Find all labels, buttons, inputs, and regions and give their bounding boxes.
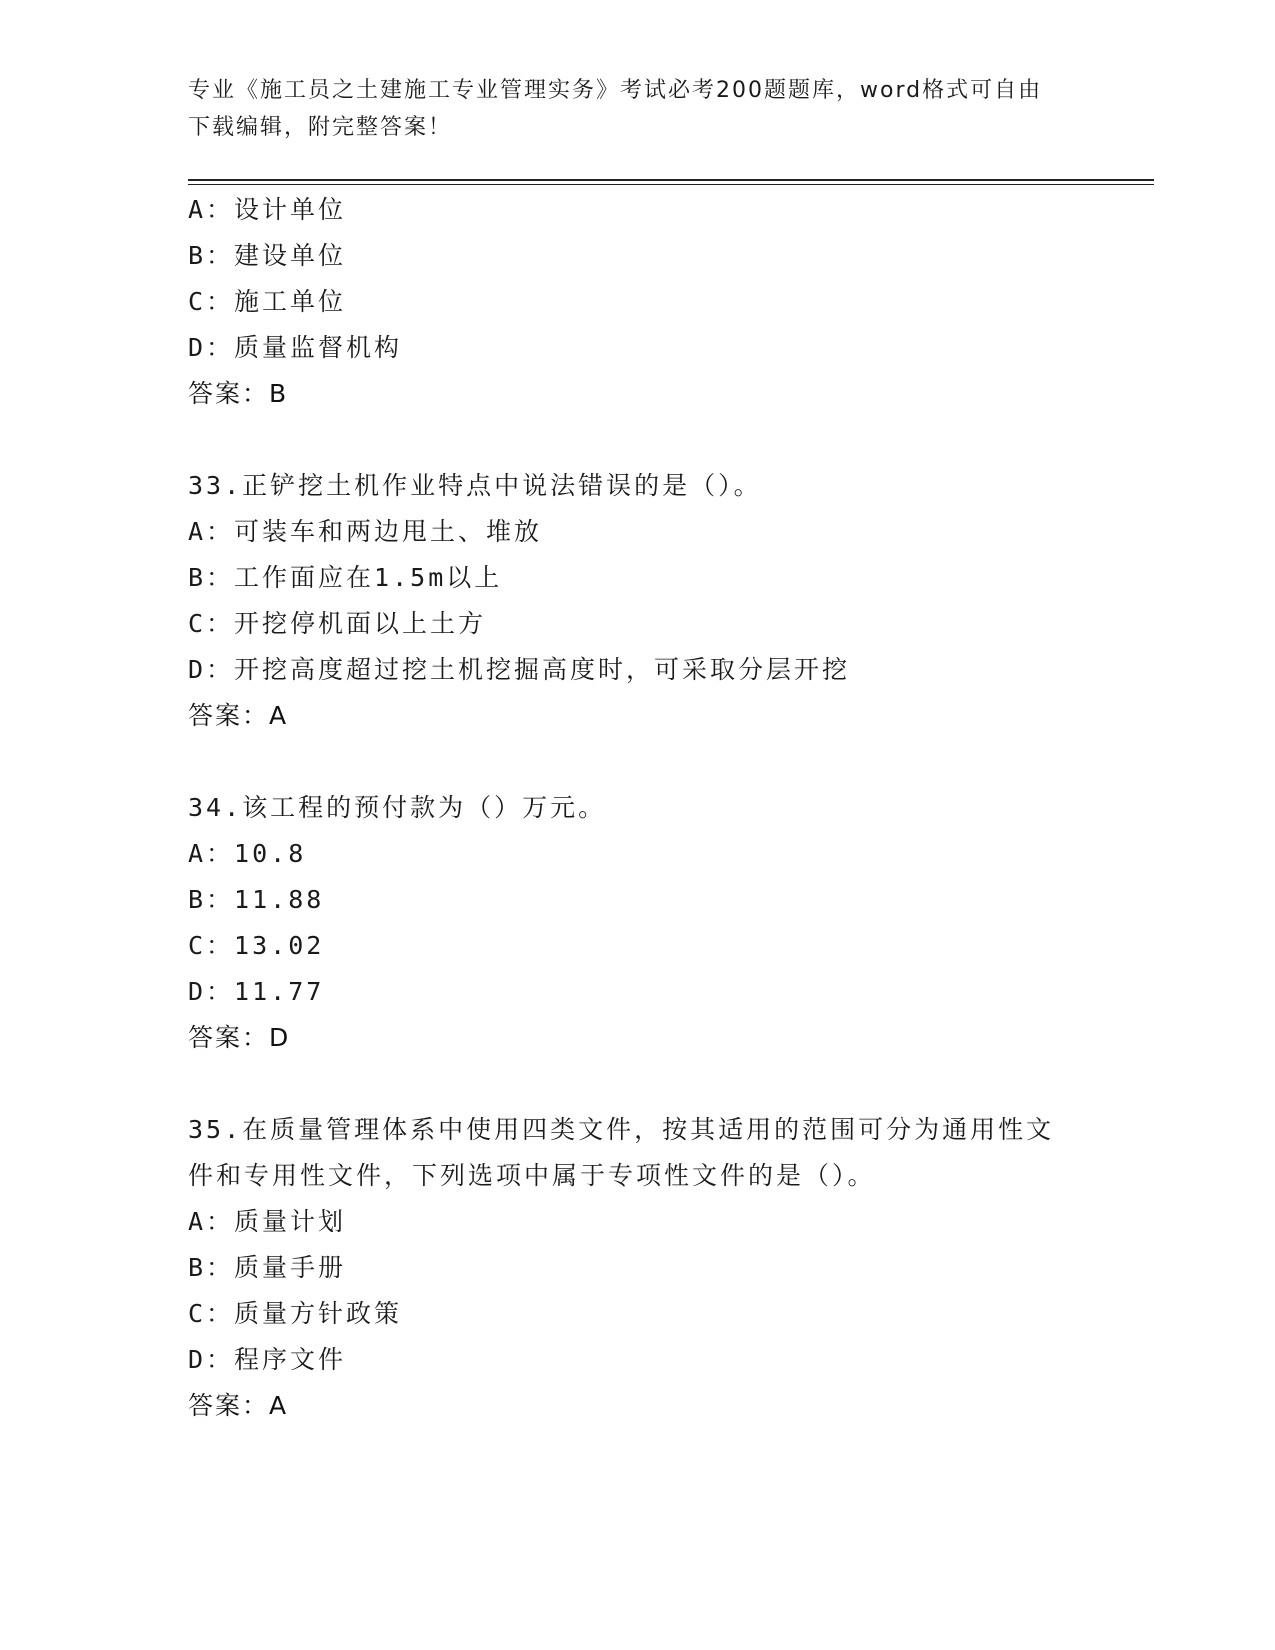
option-a: A：10.8 bbox=[188, 839, 307, 868]
option-c: C：质量方针政策 bbox=[188, 1299, 403, 1328]
option-a: A：质量计划 bbox=[188, 1207, 347, 1236]
question-content bbox=[188, 187, 1088, 1429]
question-line: 33.正铲挖土机作业特点中说法错误的是（）。 bbox=[188, 471, 762, 500]
question-line: 34.该工程的预付款为（）万元。 bbox=[188, 793, 607, 822]
answer-line: 答案：B bbox=[188, 379, 289, 408]
header-line-1: 专业《施工员之土建施工专业管理实务》考试必考200题题库，word格式可自由 bbox=[188, 78, 1043, 103]
answer-line: 答案：D bbox=[188, 1023, 291, 1052]
question-text bbox=[188, 463, 1088, 509]
question-text bbox=[188, 1107, 1088, 1199]
question-text bbox=[188, 785, 1088, 831]
spacer bbox=[188, 417, 1088, 463]
document-header bbox=[188, 72, 1088, 146]
option-b: B：建设单位 bbox=[188, 241, 347, 270]
header-divider-thick bbox=[188, 179, 1154, 181]
question-line: 件和专用性文件，下列选项中属于专项性文件的是（）。 bbox=[188, 1161, 876, 1190]
option-c: C：13.02 bbox=[188, 931, 325, 960]
option-a: A：可装车和两边甩土、堆放 bbox=[188, 517, 543, 546]
question-block-33 bbox=[188, 463, 1088, 739]
option-b: B：质量手册 bbox=[188, 1253, 347, 1282]
spacer bbox=[188, 1061, 1088, 1107]
question-block-32 bbox=[188, 187, 1088, 417]
option-d: D：程序文件 bbox=[188, 1345, 347, 1374]
option-c: C：开挖停机面以上土方 bbox=[188, 609, 487, 638]
answer-line: 答案：A bbox=[188, 701, 289, 730]
option-d: D：质量监督机构 bbox=[188, 333, 403, 362]
header-divider-thin bbox=[188, 184, 1154, 185]
question-line: 35.在质量管理体系中使用四类文件，按其适用的范围可分为通用性文 bbox=[188, 1115, 1055, 1144]
spacer bbox=[188, 739, 1088, 785]
option-d: D：11.77 bbox=[188, 977, 325, 1006]
answer-line: 答案：A bbox=[188, 1391, 289, 1420]
option-b: B：工作面应在1.5m以上 bbox=[188, 563, 503, 592]
header-line-2: 下载编辑，附完整答案！ bbox=[188, 115, 453, 140]
option-a: A：设计单位 bbox=[188, 195, 347, 224]
option-d: D：开挖高度超过挖土机挖掘高度时，可采取分层开挖 bbox=[188, 655, 851, 684]
question-block-34 bbox=[188, 785, 1088, 1061]
option-b: B：11.88 bbox=[188, 885, 325, 914]
question-block-35 bbox=[188, 1107, 1088, 1429]
option-c: C：施工单位 bbox=[188, 287, 347, 316]
